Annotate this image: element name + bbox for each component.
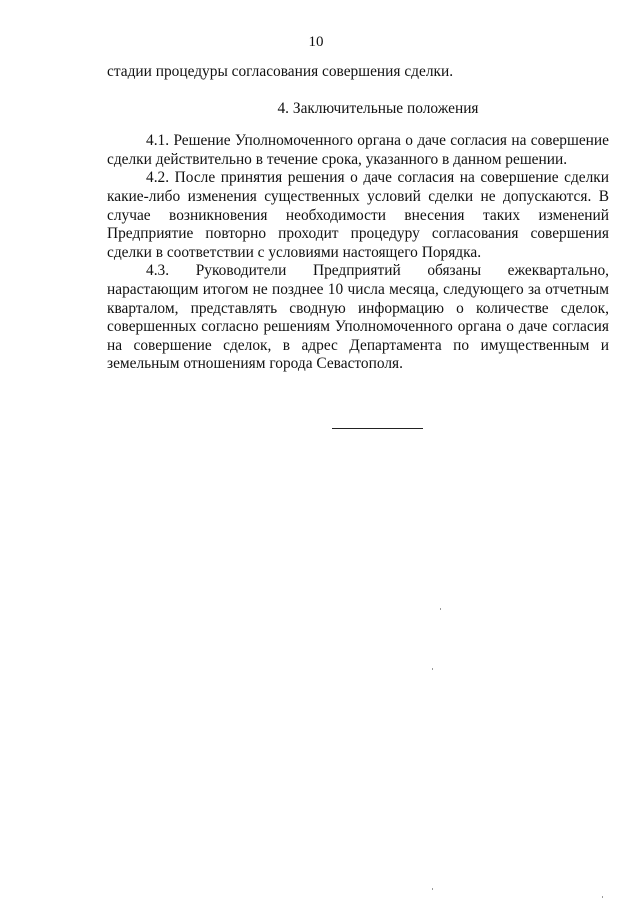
continuation-line: стадии процедуры согласования совершения сделки. [107, 63, 454, 80]
page-number: 10 [308, 34, 324, 50]
scan-speck [432, 888, 433, 890]
closing-divider-line [332, 428, 423, 429]
scan-speck [602, 896, 603, 898]
paragraph-4-2: 4.2. После принятия решения о даче согласия на совершение сделки какие-либо изменения существенных условий сделки не допускаются. В случае возникновения необходимости внесения таких изменений Предприятие повторно проходит процедуру согласования совершения сделки в соответствии с условиями настоящего Порядка. [107, 169, 609, 261]
document-body [107, 63, 609, 374]
paragraph-4-3: 4.3. Руководители Предприятий обязаны ежеквартально, нарастающим итогом не позднее 10 числа месяца, следующего за отчетным кварталом, представлять сводную информацию о количестве сделок, совершенных согласно решениям Уполномоченного органа о даче согласия на совершение сделок, в адрес Департамента по имущественным и земельным отношениям города Севастополя. [107, 262, 609, 373]
paragraph-4-1: 4.1. Решение Уполномоченного органа о даче согласия на совершение сделки действительно в течение срока, указанного в данном решении. [107, 132, 609, 168]
section-heading: 4. Заключительные положения [277, 99, 479, 117]
scan-speck [440, 608, 441, 610]
scan-speck [432, 668, 433, 670]
